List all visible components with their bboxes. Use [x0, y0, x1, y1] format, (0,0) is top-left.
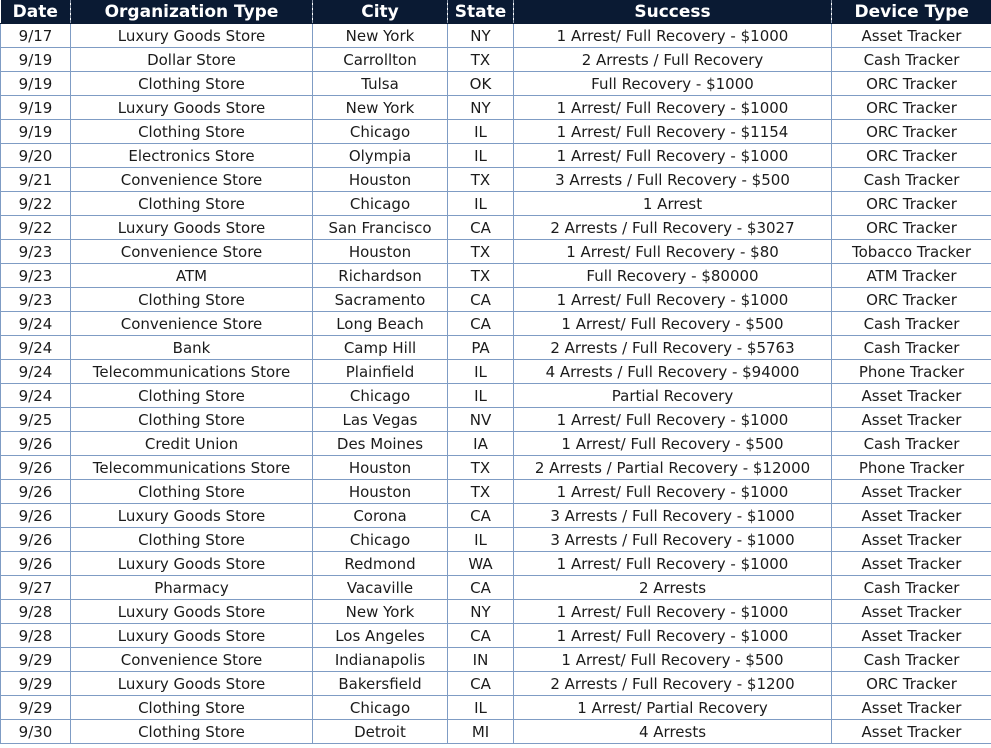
table-row — [1, 432, 991, 456]
table-row — [1, 240, 991, 264]
date-cell: 9/28 — [1, 600, 71, 624]
success-cell: 2 Arrests / Full Recovery - $1200 — [514, 672, 832, 696]
state-cell: CA — [448, 312, 514, 336]
device-type-cell: Asset Tracker — [832, 624, 991, 648]
success-cell: 2 Arrests — [514, 576, 832, 600]
table-row — [1, 552, 991, 576]
success-cell: 1 Arrest/ Full Recovery - $1000 — [514, 24, 832, 48]
table-row — [1, 504, 991, 528]
success-cell: 1 Arrest/ Full Recovery - $80 — [514, 240, 832, 264]
table-row — [1, 288, 991, 312]
table-row — [1, 24, 991, 48]
city-cell: Bakersfield — [313, 672, 448, 696]
table-row — [1, 384, 991, 408]
state-cell: TX — [448, 456, 514, 480]
organization-type-cell: Clothing Store — [71, 720, 313, 744]
organization-type-cell: Convenience Store — [71, 168, 313, 192]
success-cell: 3 Arrests / Full Recovery - $1000 — [514, 528, 832, 552]
device-type-cell: Asset Tracker — [832, 24, 991, 48]
organization-type-cell: Clothing Store — [71, 72, 313, 96]
date-cell: 9/20 — [1, 144, 71, 168]
success-cell: 1 Arrest/ Partial Recovery — [514, 696, 832, 720]
organization-type-cell: Luxury Goods Store — [71, 504, 313, 528]
date-cell: 9/22 — [1, 216, 71, 240]
city-cell: Los Angeles — [313, 624, 448, 648]
city-cell: Vacaville — [313, 576, 448, 600]
device-type-cell: Asset Tracker — [832, 720, 991, 744]
organization-type-cell: Convenience Store — [71, 240, 313, 264]
city-cell: Corona — [313, 504, 448, 528]
organization-type-cell: Bank — [71, 336, 313, 360]
city-cell: Chicago — [313, 120, 448, 144]
organization-type-cell: Luxury Goods Store — [71, 216, 313, 240]
organization-type-cell: Convenience Store — [71, 312, 313, 336]
table-row — [1, 216, 991, 240]
date-cell: 9/25 — [1, 408, 71, 432]
table-row — [1, 456, 991, 480]
table-row — [1, 120, 991, 144]
organization-type-cell: Luxury Goods Store — [71, 672, 313, 696]
device-type-cell: Asset Tracker — [832, 384, 991, 408]
table-row — [1, 648, 991, 672]
table-row — [1, 192, 991, 216]
date-cell: 9/24 — [1, 360, 71, 384]
city-cell: Detroit — [313, 720, 448, 744]
city-cell: New York — [313, 24, 448, 48]
date-cell: 9/23 — [1, 288, 71, 312]
city-cell: Houston — [313, 456, 448, 480]
date-cell: 9/26 — [1, 480, 71, 504]
date-cell: 9/24 — [1, 336, 71, 360]
state-cell: IL — [448, 144, 514, 168]
state-cell: CA — [448, 672, 514, 696]
device-type-cell: Cash Tracker — [832, 648, 991, 672]
date-cell: 9/23 — [1, 264, 71, 288]
organization-type-cell: Luxury Goods Store — [71, 600, 313, 624]
header-row — [1, 0, 991, 24]
state-cell: PA — [448, 336, 514, 360]
city-cell: Houston — [313, 480, 448, 504]
success-cell: 4 Arrests — [514, 720, 832, 744]
state-cell: MI — [448, 720, 514, 744]
state-cell: IN — [448, 648, 514, 672]
table-row — [1, 528, 991, 552]
device-type-cell: Cash Tracker — [832, 432, 991, 456]
success-cell: 1 Arrest/ Full Recovery - $1000 — [514, 480, 832, 504]
success-cell: 1 Arrest/ Full Recovery - $1000 — [514, 600, 832, 624]
device-type-cell: ORC Tracker — [832, 120, 991, 144]
device-type-cell: Asset Tracker — [832, 408, 991, 432]
organization-type-cell: Clothing Store — [71, 528, 313, 552]
state-cell: CA — [448, 576, 514, 600]
device-type-cell: Cash Tracker — [832, 48, 991, 72]
city-cell: Las Vegas — [313, 408, 448, 432]
state-cell: WA — [448, 552, 514, 576]
date-cell: 9/24 — [1, 312, 71, 336]
device-type-cell: ORC Tracker — [832, 288, 991, 312]
organization-type-cell: Luxury Goods Store — [71, 24, 313, 48]
success-cell: 1 Arrest/ Full Recovery - $500 — [514, 648, 832, 672]
city-cell: Chicago — [313, 384, 448, 408]
success-cell: 3 Arrests / Full Recovery - $1000 — [514, 504, 832, 528]
table-row — [1, 360, 991, 384]
date-cell: 9/19 — [1, 72, 71, 96]
state-cell: NY — [448, 24, 514, 48]
organization-type-cell: Clothing Store — [71, 696, 313, 720]
success-cell: 1 Arrest/ Full Recovery - $1000 — [514, 96, 832, 120]
table-row — [1, 168, 991, 192]
success-cell: Full Recovery - $80000 — [514, 264, 832, 288]
date-cell: 9/24 — [1, 384, 71, 408]
table-row — [1, 624, 991, 648]
organization-type-cell: Dollar Store — [71, 48, 313, 72]
device-type-cell: ORC Tracker — [832, 672, 991, 696]
date-cell: 9/27 — [1, 576, 71, 600]
date-cell: 9/29 — [1, 696, 71, 720]
success-cell: 2 Arrests / Full Recovery - $3027 — [514, 216, 832, 240]
organization-type-cell: Convenience Store — [71, 648, 313, 672]
date-cell: 9/19 — [1, 48, 71, 72]
organization-type-cell: Clothing Store — [71, 120, 313, 144]
city-cell: Plainfield — [313, 360, 448, 384]
city-cell: Tulsa — [313, 72, 448, 96]
device-type-cell: Cash Tracker — [832, 336, 991, 360]
date-cell: 9/26 — [1, 552, 71, 576]
success-cell: 1 Arrest/ Full Recovery - $1000 — [514, 144, 832, 168]
table-row — [1, 600, 991, 624]
date-cell: 9/26 — [1, 528, 71, 552]
city-cell: Redmond — [313, 552, 448, 576]
device-type-cell: Asset Tracker — [832, 504, 991, 528]
success-cell: Partial Recovery — [514, 384, 832, 408]
city-cell: Chicago — [313, 192, 448, 216]
column-header-date: Date — [1, 0, 71, 24]
table-row — [1, 408, 991, 432]
state-cell: IL — [448, 696, 514, 720]
organization-type-cell: Luxury Goods Store — [71, 96, 313, 120]
device-type-cell: Cash Tracker — [832, 168, 991, 192]
success-cell: 4 Arrests / Full Recovery - $94000 — [514, 360, 832, 384]
state-cell: IL — [448, 120, 514, 144]
organization-type-cell: Credit Union — [71, 432, 313, 456]
state-cell: CA — [448, 216, 514, 240]
state-cell: IA — [448, 432, 514, 456]
success-cell: 2 Arrests / Partial Recovery - $12000 — [514, 456, 832, 480]
device-type-cell: Cash Tracker — [832, 312, 991, 336]
state-cell: OK — [448, 72, 514, 96]
success-cell: 1 Arrest/ Full Recovery - $500 — [514, 312, 832, 336]
success-cell: 3 Arrests / Full Recovery - $500 — [514, 168, 832, 192]
table-row — [1, 144, 991, 168]
state-cell: TX — [448, 264, 514, 288]
date-cell: 9/30 — [1, 720, 71, 744]
organization-type-cell: Pharmacy — [71, 576, 313, 600]
state-cell: IL — [448, 528, 514, 552]
city-cell: Richardson — [313, 264, 448, 288]
state-cell: TX — [448, 168, 514, 192]
city-cell: New York — [313, 600, 448, 624]
city-cell: Indianapolis — [313, 648, 448, 672]
state-cell: NV — [448, 408, 514, 432]
table-row — [1, 96, 991, 120]
city-cell: Chicago — [313, 696, 448, 720]
date-cell: 9/26 — [1, 504, 71, 528]
column-header-device-type: Device Type — [832, 0, 991, 24]
city-cell: Houston — [313, 168, 448, 192]
date-cell: 9/28 — [1, 624, 71, 648]
success-cell: 1 Arrest — [514, 192, 832, 216]
state-cell: TX — [448, 48, 514, 72]
success-cell: 1 Arrest/ Full Recovery - $500 — [514, 432, 832, 456]
success-cell: 2 Arrests / Full Recovery - $5763 — [514, 336, 832, 360]
date-cell: 9/29 — [1, 672, 71, 696]
table-row — [1, 720, 991, 744]
column-header-organization-type: Organization Type — [71, 0, 313, 24]
table-row — [1, 312, 991, 336]
table-row — [1, 48, 991, 72]
table-row — [1, 72, 991, 96]
device-type-cell: Asset Tracker — [832, 480, 991, 504]
device-type-cell: ORC Tracker — [832, 144, 991, 168]
state-cell: TX — [448, 480, 514, 504]
table-body — [1, 24, 991, 744]
city-cell: Long Beach — [313, 312, 448, 336]
device-type-cell: Phone Tracker — [832, 456, 991, 480]
date-cell: 9/19 — [1, 96, 71, 120]
organization-type-cell: Luxury Goods Store — [71, 624, 313, 648]
device-type-cell: ORC Tracker — [832, 96, 991, 120]
table-row — [1, 576, 991, 600]
city-cell: Sacramento — [313, 288, 448, 312]
date-cell: 9/23 — [1, 240, 71, 264]
state-cell: CA — [448, 624, 514, 648]
organization-type-cell: Clothing Store — [71, 384, 313, 408]
success-cell: 1 Arrest/ Full Recovery - $1154 — [514, 120, 832, 144]
organization-type-cell: Telecommunications Store — [71, 360, 313, 384]
device-type-cell: ORC Tracker — [832, 216, 991, 240]
device-type-cell: Asset Tracker — [832, 696, 991, 720]
state-cell: NY — [448, 96, 514, 120]
date-cell: 9/22 — [1, 192, 71, 216]
table-row — [1, 480, 991, 504]
success-cell: 1 Arrest/ Full Recovery - $1000 — [514, 552, 832, 576]
organization-type-cell: Luxury Goods Store — [71, 552, 313, 576]
success-cell: 1 Arrest/ Full Recovery - $1000 — [514, 408, 832, 432]
state-cell: TX — [448, 240, 514, 264]
state-cell: IL — [448, 360, 514, 384]
table-header — [1, 0, 991, 24]
city-cell: Chicago — [313, 528, 448, 552]
organization-type-cell: Clothing Store — [71, 480, 313, 504]
date-cell: 9/26 — [1, 432, 71, 456]
city-cell: Des Moines — [313, 432, 448, 456]
device-type-cell: Asset Tracker — [832, 528, 991, 552]
organization-type-cell: Telecommunications Store — [71, 456, 313, 480]
table-row — [1, 696, 991, 720]
column-header-success: Success — [514, 0, 832, 24]
success-cell: 1 Arrest/ Full Recovery - $1000 — [514, 624, 832, 648]
city-cell: New York — [313, 96, 448, 120]
state-cell: NY — [448, 600, 514, 624]
state-cell: IL — [448, 384, 514, 408]
organization-type-cell: Clothing Store — [71, 288, 313, 312]
device-type-cell: ORC Tracker — [832, 192, 991, 216]
table-row — [1, 264, 991, 288]
device-type-cell: Tobacco Tracker — [832, 240, 991, 264]
city-cell: Carrollton — [313, 48, 448, 72]
table-row — [1, 672, 991, 696]
date-cell: 9/19 — [1, 120, 71, 144]
state-cell: IL — [448, 192, 514, 216]
device-type-cell: ORC Tracker — [832, 72, 991, 96]
city-cell: Camp Hill — [313, 336, 448, 360]
success-cell: 2 Arrests / Full Recovery — [514, 48, 832, 72]
device-type-cell: Asset Tracker — [832, 600, 991, 624]
city-cell: San Francisco — [313, 216, 448, 240]
date-cell: 9/26 — [1, 456, 71, 480]
column-header-state: State — [448, 0, 514, 24]
device-type-cell: Cash Tracker — [832, 576, 991, 600]
device-type-cell: ATM Tracker — [832, 264, 991, 288]
date-cell: 9/29 — [1, 648, 71, 672]
city-cell: Olympia — [313, 144, 448, 168]
table-row — [1, 336, 991, 360]
state-cell: CA — [448, 288, 514, 312]
date-cell: 9/21 — [1, 168, 71, 192]
organization-type-cell: Electronics Store — [71, 144, 313, 168]
organization-type-cell: Clothing Store — [71, 192, 313, 216]
organization-type-cell: ATM — [71, 264, 313, 288]
success-cell: 1 Arrest/ Full Recovery - $1000 — [514, 288, 832, 312]
device-type-cell: Asset Tracker — [832, 552, 991, 576]
organization-type-cell: Clothing Store — [71, 408, 313, 432]
device-type-cell: Phone Tracker — [832, 360, 991, 384]
state-cell: CA — [448, 504, 514, 528]
date-cell: 9/17 — [1, 24, 71, 48]
success-cell: Full Recovery - $1000 — [514, 72, 832, 96]
column-header-city: City — [313, 0, 448, 24]
city-cell: Houston — [313, 240, 448, 264]
